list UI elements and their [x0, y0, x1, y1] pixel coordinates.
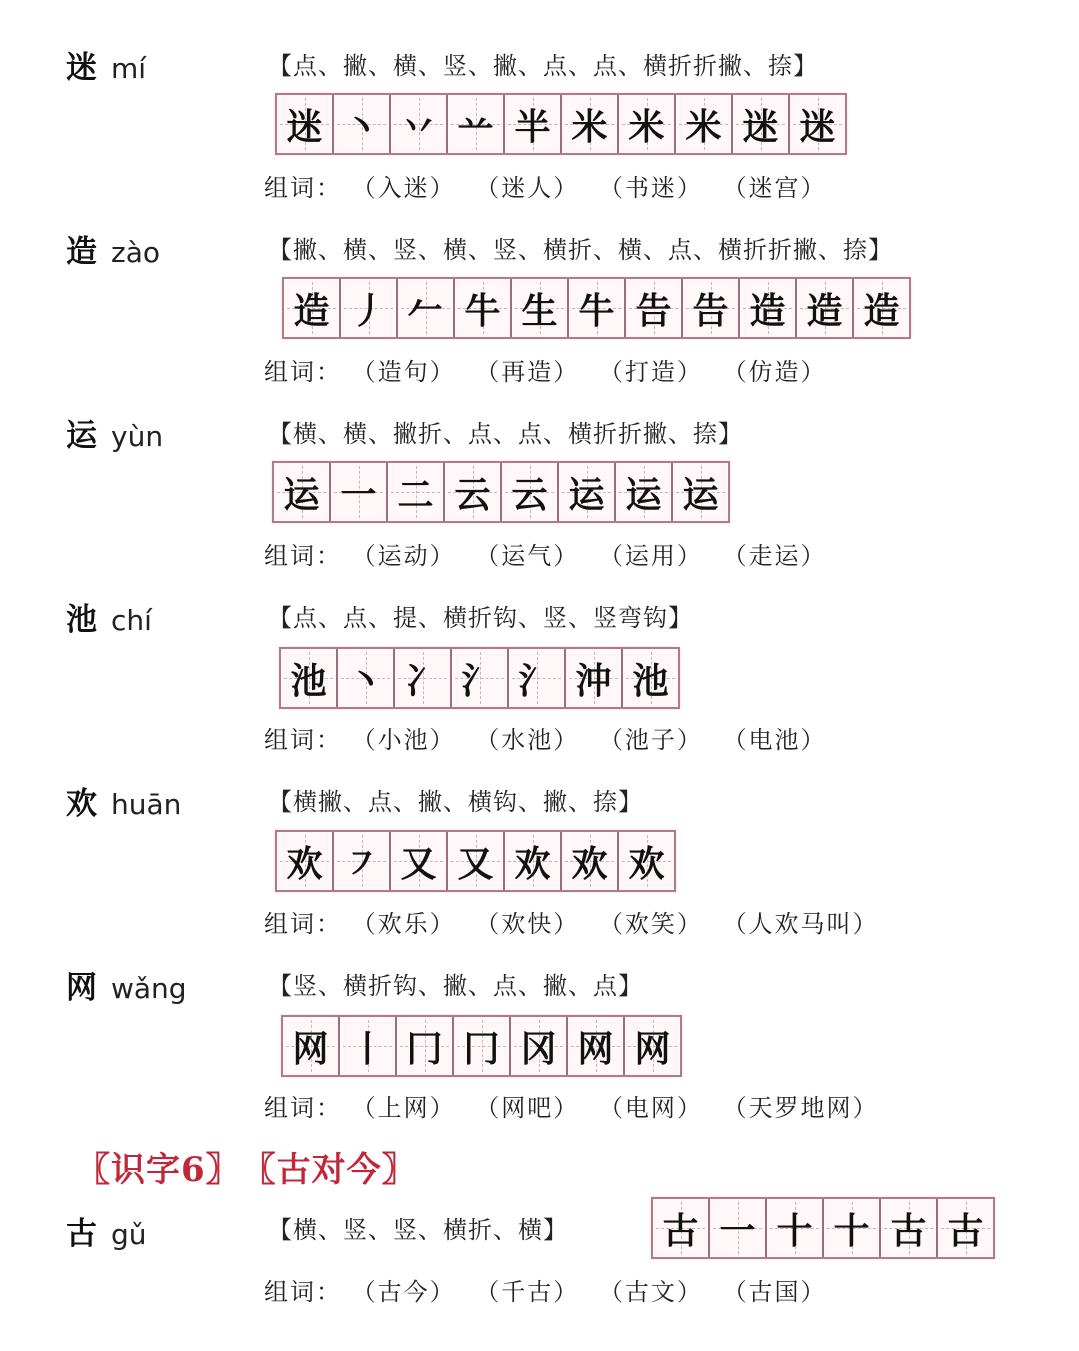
heading-pinyin: huān	[111, 788, 182, 821]
words-label: 组词：	[264, 910, 342, 938]
word: （入迷）	[351, 174, 456, 202]
char-heading	[66, 226, 160, 271]
word: （池子）	[598, 726, 703, 754]
word: （再造）	[475, 358, 580, 386]
heading-char: 欢	[66, 786, 97, 822]
heading-pinyin: yùn	[111, 420, 164, 453]
grid-cell: 迷	[733, 95, 790, 153]
stroke-grid	[281, 1015, 682, 1077]
grid-cell: 米	[676, 95, 733, 153]
grid-cell: 池	[281, 649, 338, 707]
char-heading	[66, 962, 187, 1007]
char-heading	[66, 42, 146, 87]
heading-char: 造	[66, 234, 97, 270]
word: （迷宫）	[722, 174, 827, 202]
grid-cell: 欢	[505, 832, 562, 890]
words-label: 组词：	[264, 1094, 342, 1122]
word-list	[264, 1272, 837, 1307]
grid-cell: 造	[740, 279, 797, 337]
stroke-order-list: 【点、点、提、横折钩、竖、竖弯钩】	[268, 604, 693, 632]
words-label: 组词：	[264, 358, 342, 386]
word: （运动）	[351, 542, 456, 570]
grid-cell: 丷	[391, 95, 448, 153]
word: （欢笑）	[598, 910, 703, 938]
grid-cell: 丶	[338, 649, 395, 707]
heading-char: 运	[66, 418, 97, 454]
stroke-order-list: 【竖、横折钩、撇、点、撇、点】	[268, 972, 643, 1000]
grid-cell: 古	[881, 1199, 938, 1257]
stroke-grid	[279, 647, 680, 709]
grid-cell: 古	[653, 1199, 710, 1257]
heading-char: 古	[66, 1216, 97, 1252]
char-heading	[66, 594, 152, 639]
heading-char: 迷	[66, 50, 97, 86]
stroke-grid	[282, 277, 911, 339]
heading-pinyin: chí	[111, 604, 152, 637]
grid-cell: 𠂉	[398, 279, 455, 337]
heading-pinyin: mí	[111, 52, 147, 85]
grid-cell: 氵	[509, 649, 566, 707]
word-list	[264, 1088, 889, 1123]
grid-cell: 运	[616, 463, 673, 521]
heading-char: 网	[66, 970, 97, 1006]
grid-cell: 网	[283, 1017, 340, 1075]
grid-cell: 欢	[562, 832, 619, 890]
grid-cell: 迷	[790, 95, 845, 153]
grid-cell: 生	[512, 279, 569, 337]
word-list	[264, 168, 837, 203]
grid-cell: 迷	[277, 95, 334, 153]
word-list	[264, 720, 837, 755]
grid-cell: 造	[797, 279, 854, 337]
word: （古今）	[351, 1278, 456, 1306]
stroke-grid	[275, 830, 676, 892]
word: （水池）	[475, 726, 580, 754]
word: （电网）	[598, 1094, 703, 1122]
grid-cell: 网	[568, 1017, 625, 1075]
words-label: 组词：	[264, 726, 342, 754]
heading-pinyin: zào	[111, 236, 160, 269]
word: （迷人）	[475, 174, 580, 202]
grid-cell: 运	[673, 463, 728, 521]
grid-cell: 云	[502, 463, 559, 521]
grid-cell: ㇇	[334, 832, 391, 890]
word: （天罗地网）	[722, 1094, 879, 1122]
word: （运气）	[475, 542, 580, 570]
grid-cell: 牛	[455, 279, 512, 337]
grid-cell: 牛	[569, 279, 626, 337]
grid-cell: 云	[445, 463, 502, 521]
stroke-grid	[275, 93, 847, 155]
stroke-order-list: 【横撇、点、撇、横钩、撇、捺】	[268, 788, 643, 816]
stroke-order-list: 【点、撇、横、竖、撇、点、点、横折折撇、捺】	[268, 52, 818, 80]
grid-cell: 米	[562, 95, 619, 153]
lesson-title	[76, 1142, 435, 1191]
grid-cell: 又	[391, 832, 448, 890]
grid-cell: 一	[331, 463, 388, 521]
word: （电池）	[722, 726, 827, 754]
stroke-order-list: 【横、竖、竖、横折、横】	[268, 1216, 568, 1244]
grid-cell: 二	[388, 463, 445, 521]
word-list	[264, 352, 837, 387]
word: （运用）	[598, 542, 703, 570]
grid-cell: 沖	[566, 649, 623, 707]
word: （网吧）	[475, 1094, 580, 1122]
grid-cell: 冈	[511, 1017, 568, 1075]
stroke-grid	[272, 461, 730, 523]
grid-cell: 又	[448, 832, 505, 890]
grid-cell: 运	[274, 463, 331, 521]
char-heading	[66, 410, 163, 455]
word: （古文）	[598, 1278, 703, 1306]
grid-cell: 冫	[395, 649, 452, 707]
word-list	[264, 904, 889, 939]
word: （走运）	[722, 542, 827, 570]
grid-cell: 造	[284, 279, 341, 337]
heading-pinyin: wǎng	[111, 972, 187, 1005]
grid-cell: 欢	[619, 832, 674, 890]
grid-cell: 丨	[340, 1017, 397, 1075]
word: （书迷）	[598, 174, 703, 202]
grid-cell: 半	[505, 95, 562, 153]
heading-pinyin: gǔ	[111, 1218, 147, 1251]
lesson-name: 〖古对今〗	[258, 1150, 417, 1190]
grid-cell: 造	[854, 279, 909, 337]
stroke-order-list: 【撇、横、竖、横、竖、横折、横、点、横折折撇、捺】	[268, 236, 893, 264]
word: （欢快）	[475, 910, 580, 938]
grid-cell: 䒑	[448, 95, 505, 153]
char-heading	[66, 1208, 147, 1253]
words-label: 组词：	[264, 1278, 342, 1306]
word: （古国）	[722, 1278, 827, 1306]
stroke-order-list: 【横、横、撇折、点、点、横折折撇、捺】	[268, 420, 743, 448]
word: （人欢马叫）	[722, 910, 879, 938]
word: （仿造）	[722, 358, 827, 386]
grid-cell: 冂	[397, 1017, 454, 1075]
grid-cell: 十	[824, 1199, 881, 1257]
grid-cell: 米	[619, 95, 676, 153]
words-label: 组词：	[264, 174, 342, 202]
grid-cell: 丿	[341, 279, 398, 337]
grid-cell: 欢	[277, 832, 334, 890]
word: （打造）	[598, 358, 703, 386]
grid-cell: 告	[626, 279, 683, 337]
grid-cell: 冂	[454, 1017, 511, 1075]
word: （欢乐）	[351, 910, 456, 938]
heading-char: 池	[66, 602, 97, 638]
grid-cell: 告	[683, 279, 740, 337]
word: （小池）	[351, 726, 456, 754]
char-heading	[66, 778, 181, 823]
word-list	[264, 536, 837, 571]
word: （上网）	[351, 1094, 456, 1122]
grid-cell: 氵	[452, 649, 509, 707]
words-label: 组词：	[264, 542, 342, 570]
grid-cell: 网	[625, 1017, 680, 1075]
stroke-grid	[651, 1197, 995, 1259]
word: （造句）	[351, 358, 456, 386]
grid-cell: 池	[623, 649, 678, 707]
grid-cell: 十	[767, 1199, 824, 1257]
word: （千古）	[475, 1278, 580, 1306]
lesson-number: 〖识字6〗	[76, 1150, 241, 1190]
grid-cell: 古	[938, 1199, 993, 1257]
grid-cell: 运	[559, 463, 616, 521]
grid-cell: 丶	[334, 95, 391, 153]
grid-cell: 一	[710, 1199, 767, 1257]
